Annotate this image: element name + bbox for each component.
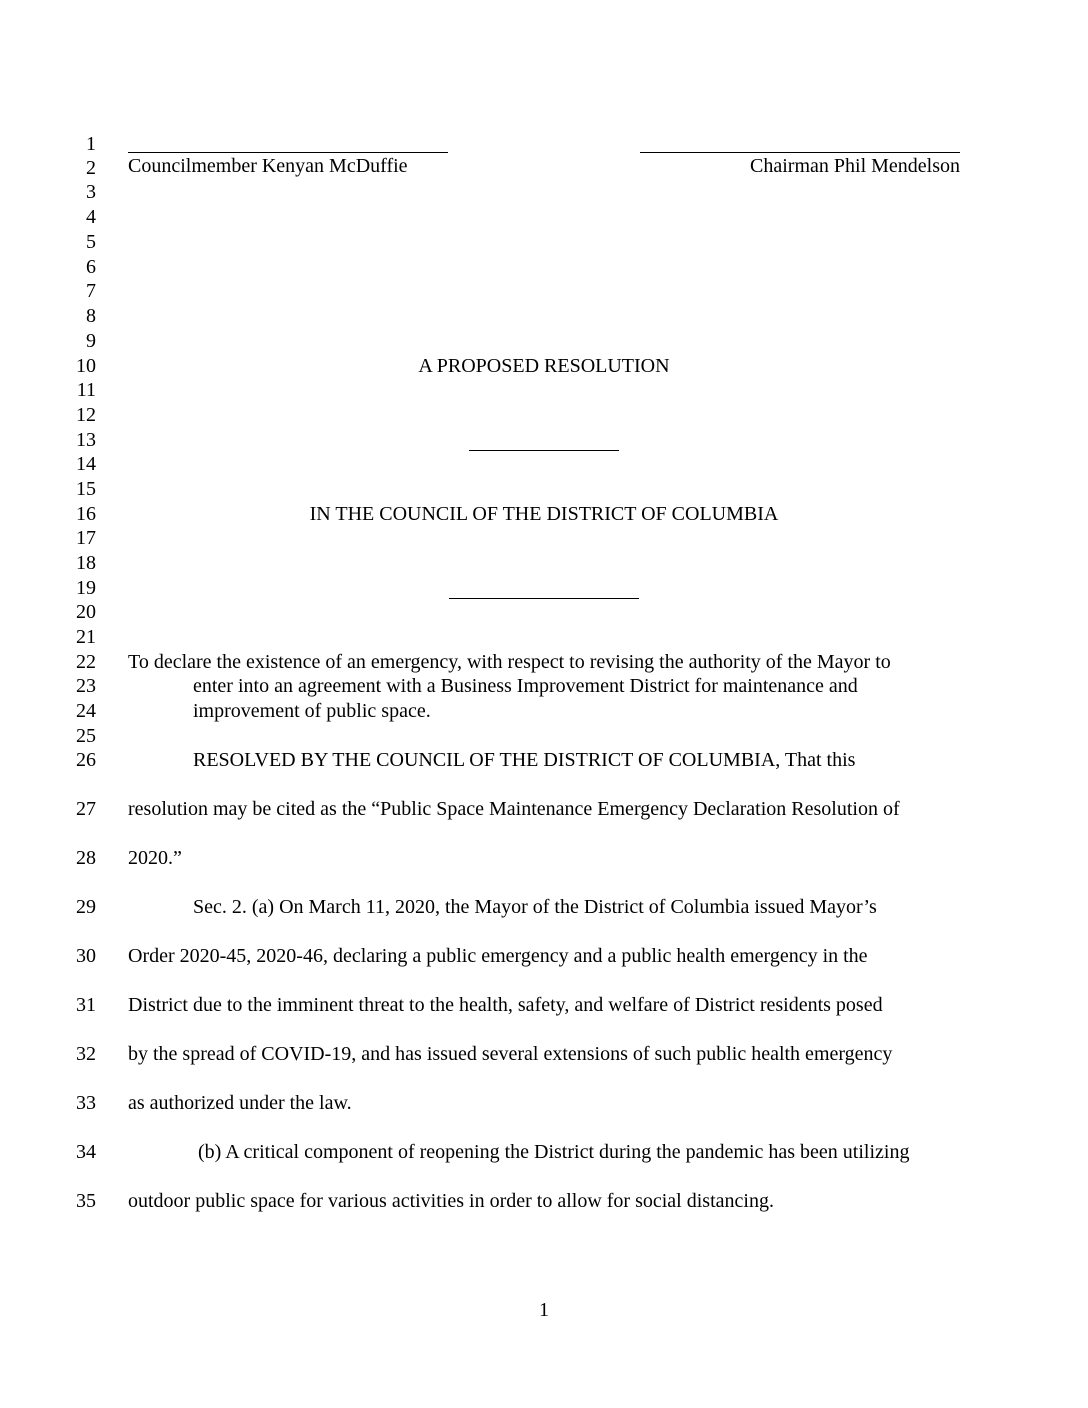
line-number: 6 [86,256,96,278]
line-number: 25 [76,725,96,747]
line-number: 33 [76,1092,96,1114]
line-number: 26 [76,749,96,771]
signature-name-left: Councilmember Kenyan McDuffie [128,155,408,177]
title-rule [469,450,619,451]
line-number: 28 [76,847,96,869]
signature-name-right: Chairman Phil Mendelson [750,155,960,177]
line-number: 19 [76,577,96,599]
line-number: 1 [86,133,96,155]
line-number: 18 [76,552,96,574]
line-number: 22 [76,651,96,673]
body-line: District due to the imminent threat to the health, safety, and welfare of District residents posed [128,994,883,1016]
line-number: 12 [76,404,96,426]
resolution-title: A PROPOSED RESOLUTION [418,355,670,377]
line-number: 23 [76,675,96,697]
line-number: 24 [76,700,96,722]
council-heading: IN THE COUNCIL OF THE DISTRICT OF COLUMBIA [309,503,779,525]
page-number: 1 [539,1299,549,1321]
body-line: 2020.” [128,847,182,869]
line-number: 13 [76,429,96,451]
line-number: 34 [76,1141,96,1163]
body-line: (b) A critical component of reopening the District during the pandemic has been utilizing [198,1141,910,1163]
long-title-line: improvement of public space. [193,700,431,722]
signature-line-left [128,152,448,153]
line-number: 17 [76,527,96,549]
line-number: 10 [76,355,96,377]
line-number: 3 [86,181,96,203]
line-number: 8 [86,305,96,327]
line-number: 20 [76,601,96,623]
body-line: resolution may be cited as the “Public Space Maintenance Emergency Declaration Resolution of [128,798,900,820]
body-line: as authorized under the law. [128,1092,352,1114]
long-title-line: To declare the existence of an emergency, with respect to revising the authority of the Mayor to [128,651,891,673]
line-number: 2 [86,157,96,179]
line-number: 31 [76,994,96,1016]
line-number: 27 [76,798,96,820]
line-number: 15 [76,478,96,500]
line-number: 30 [76,945,96,967]
line-number: 35 [76,1190,96,1212]
line-number: 9 [86,330,96,352]
body-line: outdoor public space for various activities in order to allow for social distancing. [128,1190,774,1212]
line-number: 32 [76,1043,96,1065]
signature-line-right [640,152,960,153]
long-title-line: enter into an agreement with a Business Improvement District for maintenance and [193,675,858,697]
body-line: RESOLVED BY THE COUNCIL OF THE DISTRICT OF COLUMBIA, That this [193,749,856,771]
line-number: 7 [86,280,96,302]
line-number: 11 [76,379,96,401]
line-number: 4 [86,206,96,228]
line-number: 14 [76,453,96,475]
line-number: 21 [76,626,96,648]
line-number: 5 [86,231,96,253]
body-line: by the spread of COVID-19, and has issued several extensions of such public health emergency [128,1043,893,1065]
body-line: Order 2020-45, 2020-46, declaring a public emergency and a public health emergency in the [128,945,868,967]
line-number: 29 [76,896,96,918]
body-line: Sec. 2. (a) On March 11, 2020, the Mayor of the District of Columbia issued Mayor’s [193,896,877,918]
line-number: 16 [76,503,96,525]
council-rule [449,598,639,599]
